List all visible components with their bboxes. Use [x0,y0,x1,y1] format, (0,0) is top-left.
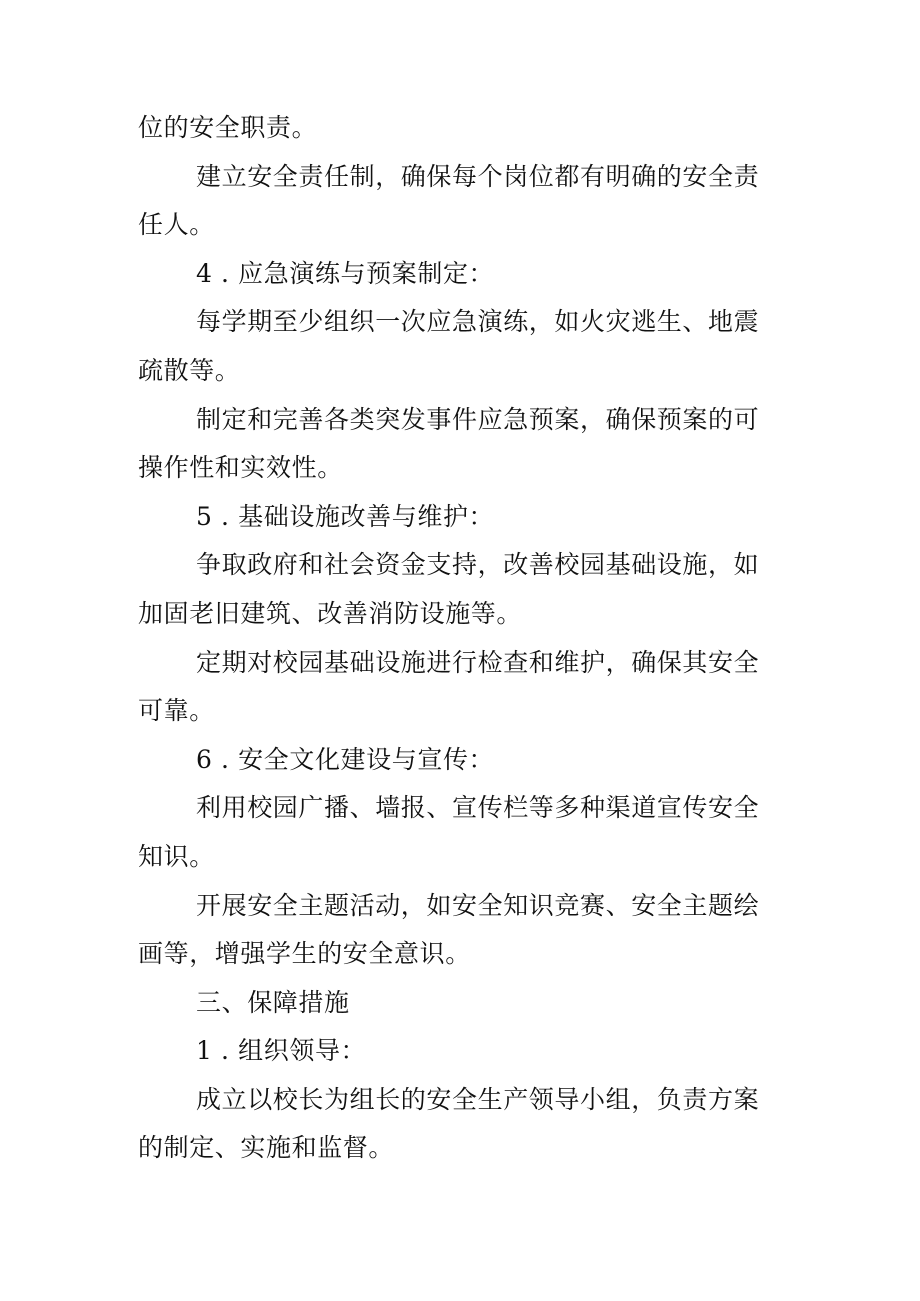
section-heading: 1 . 组织领导： [196,1036,367,1066]
section-heading: 6 . 安全文化建设与宣传： [196,744,495,774]
text-line: 每学期至少组织一次应急演练，如火灾逃生、地震 [196,307,760,337]
text-line: 加固老旧建筑、改善消防设施等。 [138,598,523,628]
text-line: 操作性和实效性。 [138,453,343,483]
text-line: 疏散等。 [138,355,241,385]
text-line: 成立以校长为组长的安全生产领导小组，负责方案 [196,1084,760,1114]
section-heading: 4 . 应急演练与预案制定： [196,258,495,288]
chapter-heading: 三、保障措施 [196,987,350,1017]
text-line: 定期对校园基础设施进行检查和维护，确保其安全 [196,647,760,677]
text-line: 争取政府和社会资金支持，改善校园基础设施，如 [196,550,760,580]
section-heading: 5 . 基础设施改善与维护： [196,501,495,531]
text-line: 位的安全职责。 [138,113,318,142]
text-line: 制定和完善各类突发事件应急预案，确保预案的可 [196,404,760,434]
text-line: 画等，增强学生的安全意识。 [138,939,471,969]
text-line: 任人。 [138,210,215,240]
text-line: 开展安全主题活动，如安全知识竞赛、安全主题绘 [196,890,760,920]
text-line: 可靠。 [138,696,215,726]
text-line: 知识。 [138,841,215,871]
text-line: 利用校园广播、墙报、宣传栏等多种渠道宣传安全 [196,793,760,823]
text-line: 的制定、实施和监督。 [138,1133,395,1163]
text-line: 建立安全责任制，确保每个岗位都有明确的安全责 [196,161,760,191]
document-body [138,104,778,1173]
